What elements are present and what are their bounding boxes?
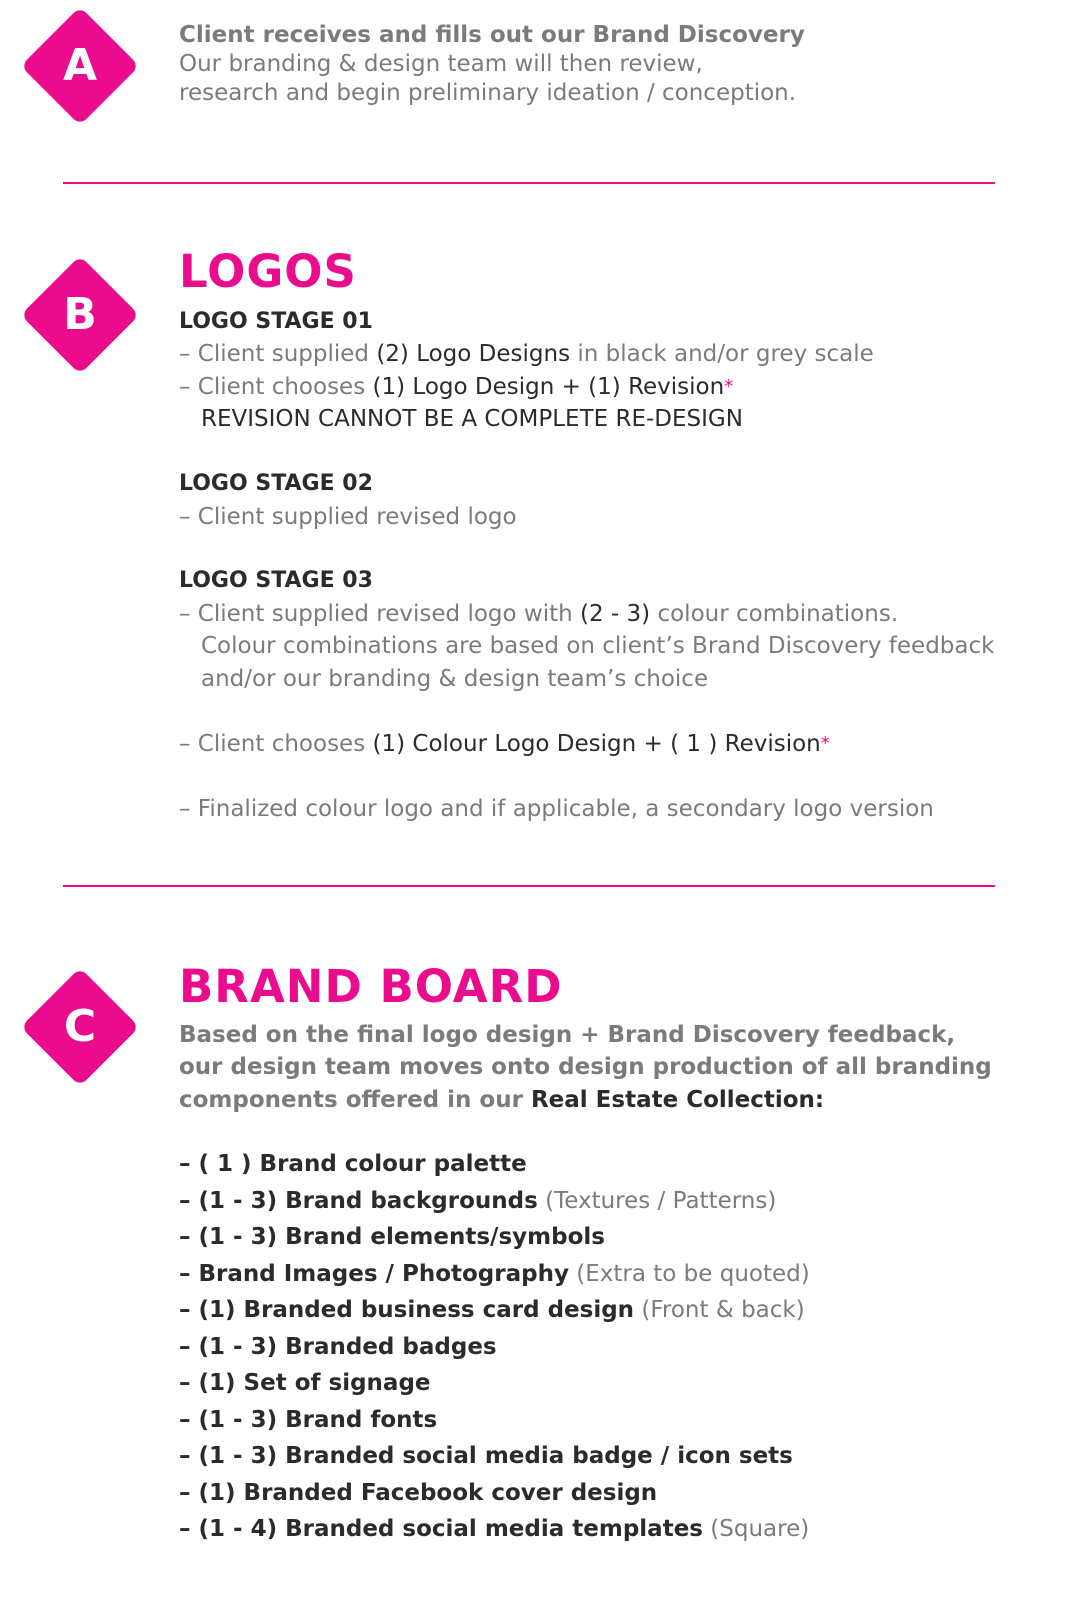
section-b-title: LOGOS [179, 245, 357, 298]
item-suffix: colour combinations. [650, 601, 899, 627]
item-prefix: – Client supplied [179, 341, 377, 367]
list-item [179, 1441, 793, 1471]
logo-stage-02-item-1: – Client supplied revised logo [179, 504, 517, 530]
list-item [179, 1186, 776, 1216]
item-note: (Square) [702, 1516, 810, 1542]
item-note: (Front & back) [634, 1297, 805, 1323]
logo-stage-03-heading: LOGO STAGE 03 [179, 568, 373, 593]
section-a-line-2: Our branding & design team will then review, [179, 51, 703, 77]
item-prefix: – Client chooses [179, 374, 373, 400]
item-main: – (1 - 3) Branded social media badge / icon sets [179, 1443, 793, 1469]
item-note: (Textures / Patterns) [537, 1188, 777, 1214]
list-item [179, 1368, 431, 1398]
collection-name: Real Estate Collection: [530, 1087, 825, 1113]
logo-stage-02-heading: LOGO STAGE 02 [179, 471, 373, 496]
item-main: – (1) Branded business card design [179, 1297, 635, 1323]
item-main: – ( 1 ) Brand colour palette [179, 1151, 527, 1177]
list-item [179, 1514, 809, 1544]
logo-stage-01-item-2 [179, 372, 733, 402]
logo-stage-03-item-1-cont-1: Colour combinations are based on client’s Brand Discovery feedback [201, 633, 995, 659]
section-a-line-3: research and begin preliminary ideation / conception. [179, 80, 797, 106]
item-main: – (1 - 4) Branded social media templates [179, 1516, 703, 1542]
list-item [179, 1149, 527, 1179]
item-main: – (1) Set of signage [179, 1370, 431, 1396]
item-main: – Brand Images / Photography [179, 1261, 569, 1287]
logo-stage-03-item-1-cont-2: and/or our branding & design team’s choice [201, 666, 709, 692]
list-item [179, 1332, 497, 1362]
item-main: – (1 - 3) Branded badges [179, 1334, 497, 1360]
item-note: (Extra to be quoted) [568, 1261, 810, 1287]
item-main: – (1 - 3) Brand elements/symbols [179, 1224, 605, 1250]
revision-note: REVISION CANNOT BE A COMPLETE RE-DESIGN [201, 406, 743, 432]
list-item [179, 1405, 437, 1435]
item-main: – (1 - 3) Brand fonts [179, 1407, 438, 1433]
list-item [179, 1259, 810, 1289]
item-suffix: in black and/or grey scale [570, 341, 874, 367]
asterisk-mark: * [820, 733, 830, 754]
logo-stage-01-item-1 [179, 339, 874, 369]
item-main: – (1 - 3) Brand backgrounds [179, 1188, 538, 1214]
section-c-title: BRAND BOARD [179, 960, 563, 1013]
intro-prefix: components offered in our [179, 1087, 531, 1113]
section-c-intro-1: Based on the final logo design + Brand Discovery feedback, [179, 1022, 956, 1048]
section-c-intro-2: our design team moves onto design production of all branding [179, 1054, 992, 1080]
section-c-letter: C [63, 1001, 97, 1052]
item-prefix: – Client chooses [179, 731, 373, 757]
section-b-letter: B [63, 289, 97, 340]
divider-1 [63, 182, 995, 184]
list-item [179, 1222, 605, 1252]
item-highlight: (1) Colour Logo Design + ( 1 ) Revision [372, 731, 821, 757]
asterisk-mark: * [724, 376, 734, 397]
section-c-intro-3 [179, 1085, 824, 1115]
list-item [179, 1295, 805, 1325]
list-item [179, 1478, 657, 1508]
divider-2 [63, 885, 995, 887]
item-prefix: – Client supplied revised logo with [179, 601, 581, 627]
item-highlight: (2 - 3) [580, 601, 651, 627]
item-highlight: (2) Logo Designs [376, 341, 571, 367]
logo-stage-03-item-3: – Finalized colour logo and if applicable, a secondary logo version [179, 796, 934, 822]
item-main: – (1) Branded Facebook cover design [179, 1480, 658, 1506]
section-a-letter: A [62, 40, 98, 91]
logo-stage-03-item-1 [179, 599, 898, 629]
logo-stage-01-heading: LOGO STAGE 01 [179, 309, 373, 334]
logo-stage-03-item-2 [179, 729, 830, 759]
item-highlight: (1) Logo Design + (1) Revision [372, 374, 725, 400]
section-a-line-1: Client receives and fills out our Brand Discovery [179, 22, 805, 48]
